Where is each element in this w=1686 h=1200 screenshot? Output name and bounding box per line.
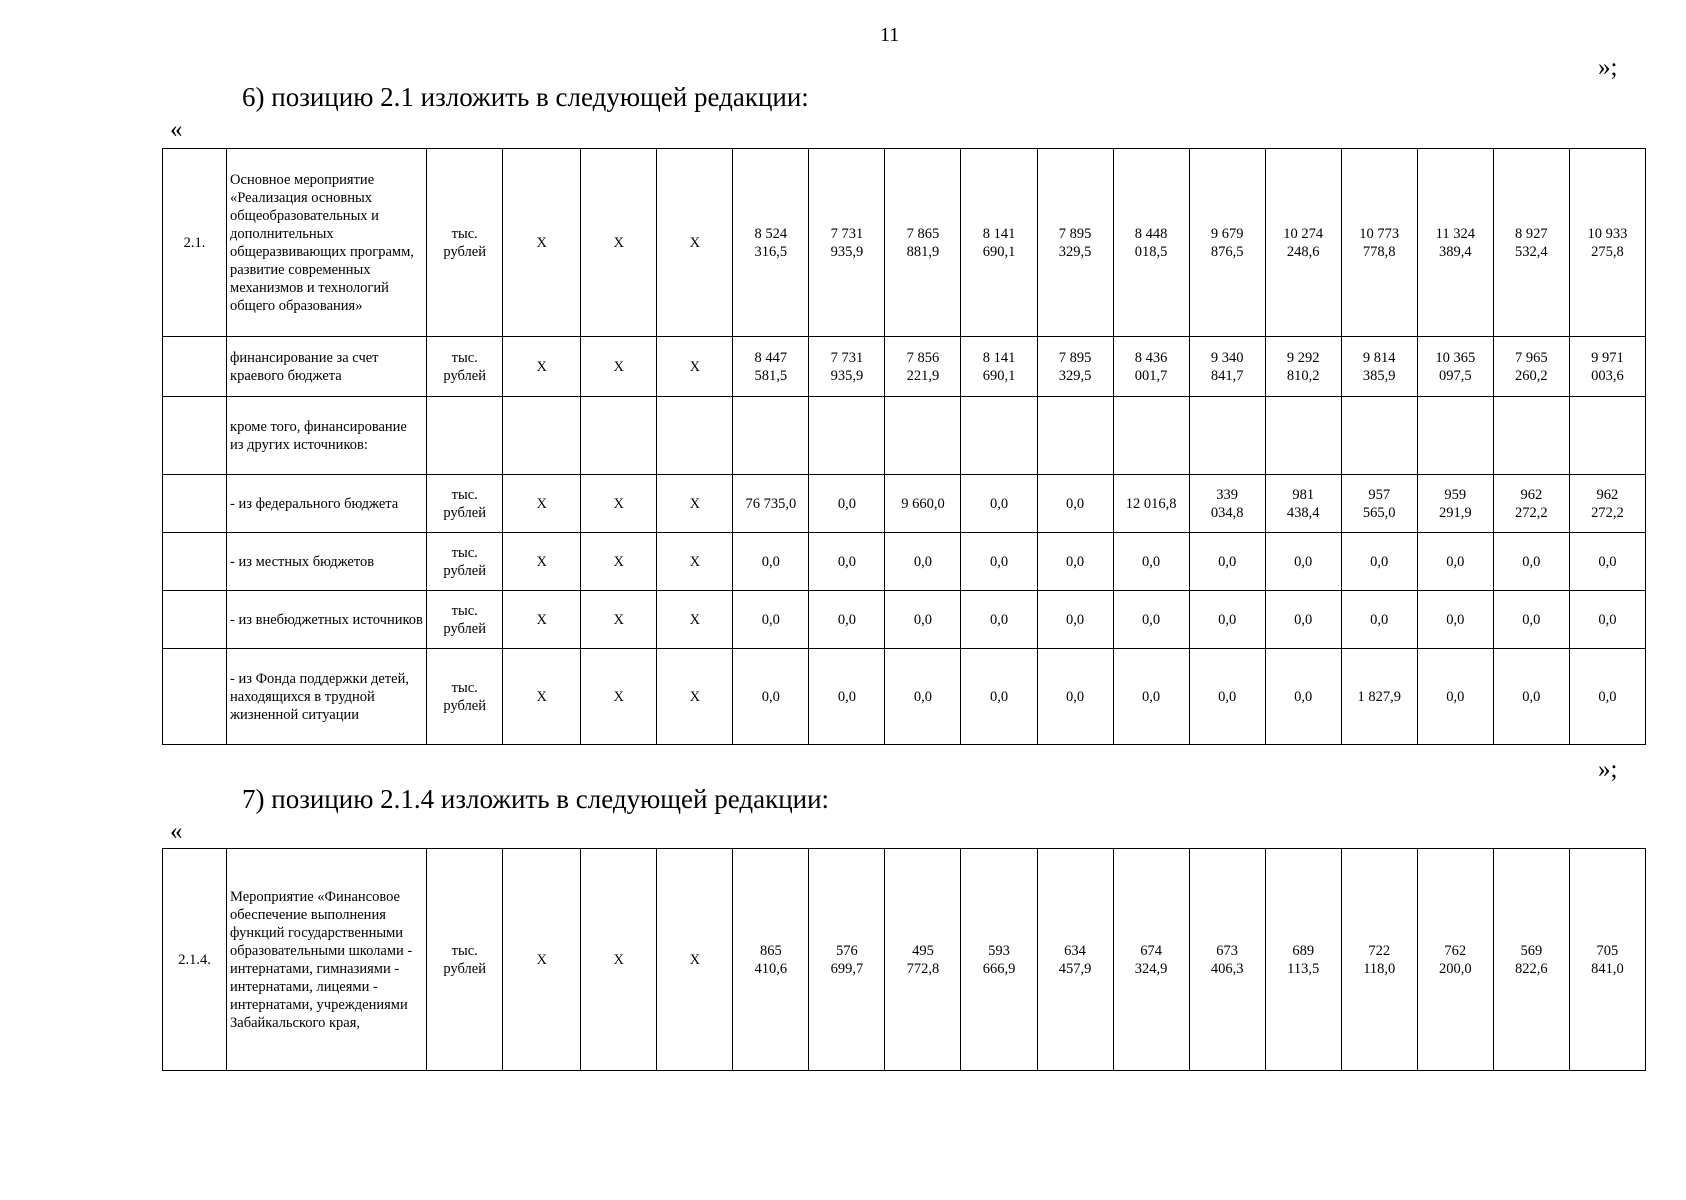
- value-cell: 0,0: [1417, 649, 1493, 745]
- value-cell: 8 448 018,5: [1113, 149, 1189, 337]
- value-cell: 0,0: [961, 591, 1037, 649]
- x-mark-cell: Х: [581, 649, 657, 745]
- value-cell: 981 438,4: [1265, 475, 1341, 533]
- x-mark-cell: Х: [657, 533, 733, 591]
- value-cell: 0,0: [1113, 649, 1189, 745]
- value-cell: 10 365 097,5: [1417, 337, 1493, 397]
- x-mark-cell: [581, 397, 657, 475]
- x-mark-cell: Х: [503, 533, 581, 591]
- row-number-cell: [163, 397, 227, 475]
- value-cell: 0,0: [1341, 591, 1417, 649]
- value-cell: 7 895 329,5: [1037, 337, 1113, 397]
- table-row: [163, 149, 1646, 337]
- value-cell: 76 735,0: [733, 475, 809, 533]
- unit-cell: тыс. рублей: [427, 533, 503, 591]
- value-cell: 0,0: [885, 591, 961, 649]
- value-cell: 705 841,0: [1569, 849, 1645, 1071]
- value-cell: 9 660,0: [885, 475, 961, 533]
- opening-quote-section-7: «: [170, 818, 183, 845]
- value-cell: [885, 397, 961, 475]
- value-cell: 865 410,6: [733, 849, 809, 1071]
- section-6-heading: 6) позицию 2.1 изложить в следующей редакции:: [242, 82, 809, 112]
- value-cell: 0,0: [733, 533, 809, 591]
- x-mark-cell: Х: [581, 591, 657, 649]
- description-cell: - из местных бюджетов: [227, 533, 427, 591]
- page-number: 11: [880, 24, 900, 46]
- value-cell: [809, 397, 885, 475]
- value-cell: 0,0: [1113, 591, 1189, 649]
- value-cell: 7 731 935,9: [809, 337, 885, 397]
- table-row: [163, 649, 1646, 745]
- row-number-cell: [163, 591, 227, 649]
- value-cell: 0,0: [809, 649, 885, 745]
- closing-quote-section-6: »;: [1598, 756, 1618, 783]
- value-cell: 957 565,0: [1341, 475, 1417, 533]
- value-cell: [733, 397, 809, 475]
- value-cell: [1037, 397, 1113, 475]
- value-cell: 7 895 329,5: [1037, 149, 1113, 337]
- x-mark-cell: [657, 397, 733, 475]
- x-mark-cell: [503, 397, 581, 475]
- unit-cell: [427, 397, 503, 475]
- value-cell: 962 272,2: [1493, 475, 1569, 533]
- table-row: [163, 849, 1646, 1071]
- value-cell: 634 457,9: [1037, 849, 1113, 1071]
- value-cell: 9 679 876,5: [1189, 149, 1265, 337]
- table-row: [163, 533, 1646, 591]
- x-mark-cell: Х: [503, 337, 581, 397]
- value-cell: 576 699,7: [809, 849, 885, 1071]
- value-cell: 962 272,2: [1569, 475, 1645, 533]
- value-cell: 0,0: [1493, 649, 1569, 745]
- value-cell: 0,0: [1265, 591, 1341, 649]
- value-cell: 9 971 003,6: [1569, 337, 1645, 397]
- value-cell: 0,0: [1189, 533, 1265, 591]
- value-cell: 0,0: [1569, 533, 1645, 591]
- value-cell: 0,0: [1265, 649, 1341, 745]
- unit-cell: тыс. рублей: [427, 649, 503, 745]
- value-cell: 0,0: [1265, 533, 1341, 591]
- row-number-cell: 2.1.4.: [163, 849, 227, 1071]
- value-cell: 8 141 690,1: [961, 149, 1037, 337]
- unit-cell: тыс. рублей: [427, 337, 503, 397]
- value-cell: 959 291,9: [1417, 475, 1493, 533]
- value-cell: 0,0: [885, 533, 961, 591]
- value-cell: 0,0: [885, 649, 961, 745]
- value-cell: 0,0: [1189, 649, 1265, 745]
- value-cell: 689 113,5: [1265, 849, 1341, 1071]
- value-cell: 0,0: [961, 533, 1037, 591]
- description-cell: Основное мероприятие «Реализация основных общеобразовательных и дополнительных общеразвивающих программ, развитие современных механизмов и технологий общего образования»: [227, 149, 427, 337]
- row-number-cell: [163, 533, 227, 591]
- value-cell: 8 447 581,5: [733, 337, 809, 397]
- x-mark-cell: Х: [581, 337, 657, 397]
- value-cell: 0,0: [961, 649, 1037, 745]
- value-cell: 762 200,0: [1417, 849, 1493, 1071]
- value-cell: [1493, 397, 1569, 475]
- row-number-cell: 2.1.: [163, 149, 227, 337]
- closing-quote-top: »;: [1598, 54, 1618, 81]
- value-cell: 8 141 690,1: [961, 337, 1037, 397]
- value-cell: 7 965 260,2: [1493, 337, 1569, 397]
- value-cell: 0,0: [1569, 591, 1645, 649]
- value-cell: 0,0: [1493, 533, 1569, 591]
- unit-cell: тыс. рублей: [427, 475, 503, 533]
- value-cell: [1113, 397, 1189, 475]
- value-cell: 0,0: [1037, 475, 1113, 533]
- value-cell: 0,0: [1037, 591, 1113, 649]
- position-2-1-table: [162, 148, 1646, 745]
- value-cell: 0,0: [961, 475, 1037, 533]
- value-cell: [1265, 397, 1341, 475]
- x-mark-cell: Х: [581, 149, 657, 337]
- x-mark-cell: Х: [503, 649, 581, 745]
- value-cell: 0,0: [733, 591, 809, 649]
- value-cell: 339 034,8: [1189, 475, 1265, 533]
- value-cell: 0,0: [1417, 591, 1493, 649]
- value-cell: 0,0: [1569, 649, 1645, 745]
- row-number-cell: [163, 475, 227, 533]
- x-mark-cell: Х: [503, 149, 581, 337]
- value-cell: 0,0: [809, 533, 885, 591]
- value-cell: 0,0: [809, 475, 885, 533]
- description-cell: - из внебюджетных источников: [227, 591, 427, 649]
- opening-quote-section-6: «: [170, 116, 183, 143]
- description-cell: кроме того, финансирование из других источников:: [227, 397, 427, 475]
- table-row: [163, 337, 1646, 397]
- value-cell: [961, 397, 1037, 475]
- value-cell: 0,0: [1037, 533, 1113, 591]
- x-mark-cell: Х: [657, 475, 733, 533]
- value-cell: 7 856 221,9: [885, 337, 961, 397]
- value-cell: 9 340 841,7: [1189, 337, 1265, 397]
- value-cell: 722 118,0: [1341, 849, 1417, 1071]
- description-cell: - из Фонда поддержки детей, находящихся в трудной жизненной ситуации: [227, 649, 427, 745]
- value-cell: 9 814 385,9: [1341, 337, 1417, 397]
- value-cell: 1 827,9: [1341, 649, 1417, 745]
- value-cell: 593 666,9: [961, 849, 1037, 1071]
- table-row: [163, 397, 1646, 475]
- value-cell: 10 933 275,8: [1569, 149, 1645, 337]
- x-mark-cell: Х: [503, 849, 581, 1071]
- description-cell: финансирование за счет краевого бюджета: [227, 337, 427, 397]
- value-cell: [1341, 397, 1417, 475]
- x-mark-cell: Х: [503, 475, 581, 533]
- x-mark-cell: Х: [657, 337, 733, 397]
- table-row: [163, 591, 1646, 649]
- description-cell: Мероприятие «Финансовое обеспечение выполнения функций государственными образовательными школами - интернатами, гимназиями - интернатами, лицеями - интернатами, учреждениями Забайкальского края,: [227, 849, 427, 1071]
- value-cell: 495 772,8: [885, 849, 961, 1071]
- unit-cell: тыс. рублей: [427, 591, 503, 649]
- value-cell: 674 324,9: [1113, 849, 1189, 1071]
- value-cell: 11 324 389,4: [1417, 149, 1493, 337]
- row-number-cell: [163, 649, 227, 745]
- value-cell: 0,0: [809, 591, 885, 649]
- value-cell: 0,0: [733, 649, 809, 745]
- value-cell: 10 773 778,8: [1341, 149, 1417, 337]
- value-cell: 7 865 881,9: [885, 149, 961, 337]
- value-cell: 0,0: [1493, 591, 1569, 649]
- x-mark-cell: Х: [657, 649, 733, 745]
- value-cell: [1417, 397, 1493, 475]
- value-cell: [1569, 397, 1645, 475]
- table-row: [163, 475, 1646, 533]
- value-cell: 0,0: [1189, 591, 1265, 649]
- value-cell: 8 524 316,5: [733, 149, 809, 337]
- x-mark-cell: Х: [657, 149, 733, 337]
- value-cell: 10 274 248,6: [1265, 149, 1341, 337]
- value-cell: 8 927 532,4: [1493, 149, 1569, 337]
- value-cell: 0,0: [1417, 533, 1493, 591]
- section-7-heading: 7) позицию 2.1.4 изложить в следующей редакции:: [242, 784, 830, 814]
- x-mark-cell: Х: [581, 849, 657, 1071]
- value-cell: 673 406,3: [1189, 849, 1265, 1071]
- row-number-cell: [163, 337, 227, 397]
- x-mark-cell: Х: [657, 591, 733, 649]
- description-cell: - из федерального бюджета: [227, 475, 427, 533]
- position-2-1-4-table: [162, 848, 1646, 1071]
- value-cell: 9 292 810,2: [1265, 337, 1341, 397]
- value-cell: 8 436 001,7: [1113, 337, 1189, 397]
- value-cell: 569 822,6: [1493, 849, 1569, 1071]
- x-mark-cell: Х: [581, 533, 657, 591]
- x-mark-cell: Х: [503, 591, 581, 649]
- value-cell: 7 731 935,9: [809, 149, 885, 337]
- value-cell: 0,0: [1113, 533, 1189, 591]
- value-cell: 0,0: [1341, 533, 1417, 591]
- value-cell: 12 016,8: [1113, 475, 1189, 533]
- x-mark-cell: Х: [581, 475, 657, 533]
- unit-cell: тыс. рублей: [427, 849, 503, 1071]
- unit-cell: тыс. рублей: [427, 149, 503, 337]
- x-mark-cell: Х: [657, 849, 733, 1071]
- value-cell: 0,0: [1037, 649, 1113, 745]
- value-cell: [1189, 397, 1265, 475]
